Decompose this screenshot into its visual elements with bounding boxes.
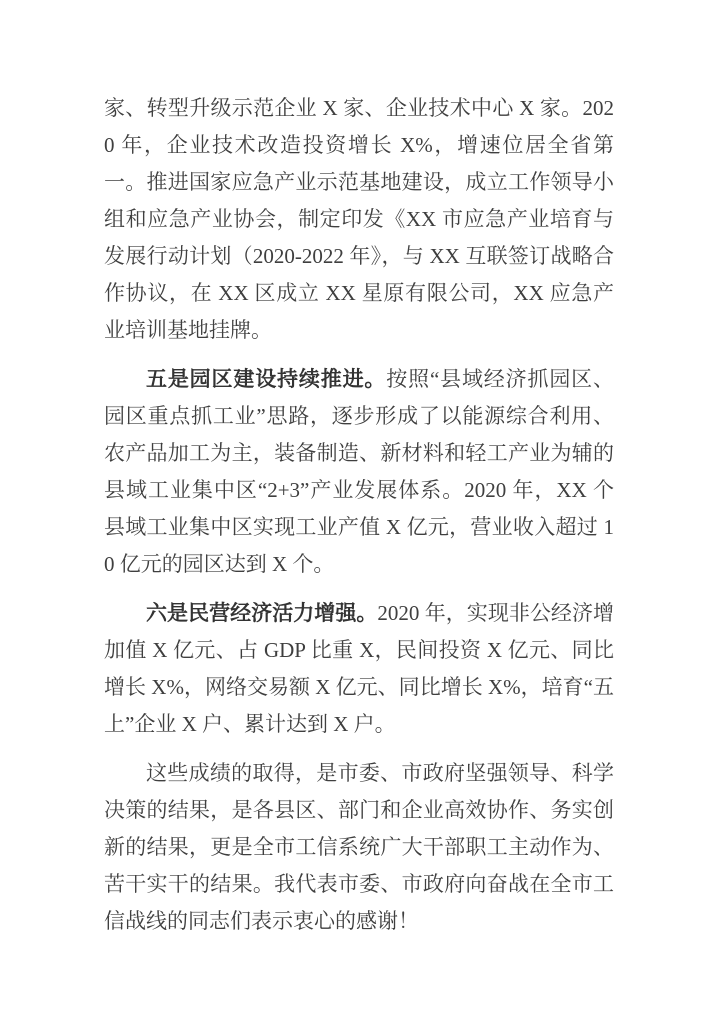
paragraph-section-five [104, 361, 614, 583]
paragraph-body-text: 2020 年，实现非公经济增加值 X 亿元、占 GDP 比重 X，民间投资 X 亿元、同比增长 X%，网络交易额 X 亿元、同比增长 X%，培育“五上”企业 X 户、累计达到 X 户。 [104, 601, 615, 736]
paragraph-bold-head: 六是民营经济活力增强。 [146, 601, 378, 625]
paragraph-section-six [104, 595, 614, 743]
paragraph-closing-thanks [104, 755, 614, 940]
paragraph-continuation [104, 90, 614, 349]
paragraph-bold-head: 五是园区建设持续推进。 [146, 367, 387, 391]
paragraph-body-text: 按照“县域经济抓园区、园区重点抓工业”思路，逐步形成了以能源综合利用、农产品加工为主，装备制造、新材料和轻工产业为辅的县域工业集中区“2+3”产业发展体系。2020 年，XX 个县域工业集中区实现工业产值 X 亿元，营业收入超过 10 亿元的园区达到 X 个。 [104, 367, 615, 576]
paragraph-body-text: 这些成绩的取得，是市委、市政府坚强领导、科学决策的结果，是各县区、部门和企业高效协作、务实创新的结果，更是全市工信系统广大干部职工主动作为、苦干实干的结果。我代表市委、市政府向奋战在全市工信战线的同志们表示衷心的感谢！ [104, 761, 614, 933]
paragraph-body-text: 家、转型升级示范企业 X 家、企业技术中心 X 家。2020 年，企业技术改造投资增长 X%，增速位居全省第一。推进国家应急产业示范基地建设，成立工作领导小组和应急产业协会，制定印发《XX 市应急产业培育与发展行动计划（2020-2022 年》，与 XX 互联签订战略合作协议，在 XX 区成立 XX 星原有限公司，XX 应急产业培训基地挂牌。 [104, 96, 614, 342]
